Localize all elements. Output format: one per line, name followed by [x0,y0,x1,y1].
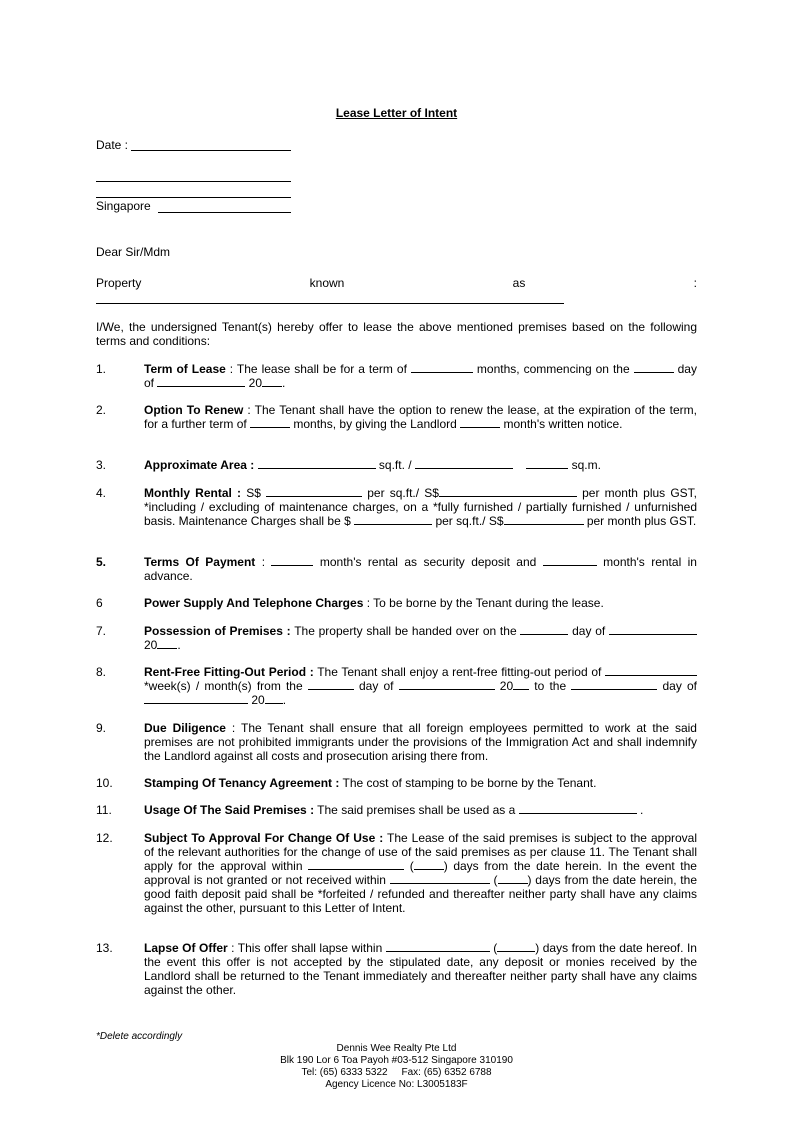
blank-field [258,458,376,469]
blank-field [439,486,577,497]
clause-text: to the [529,679,572,693]
clause-text: ( [404,859,414,873]
blank-field [265,693,283,704]
blank-field [504,514,584,525]
clause-text: month's rental in advance. [144,555,697,583]
blank-field [605,665,697,676]
property-word-2: known [309,276,345,290]
blank-field [144,693,248,704]
clause-text: : The Tenant shall have the option to renew the lease, at the expiration of the term, for a further term of [144,403,697,431]
singapore-blank [158,199,291,213]
clause-text: 20 [245,376,263,390]
blank-field [526,458,568,469]
blank-field [271,555,313,566]
clause-text: day of [144,362,697,390]
blank-field [497,941,535,952]
clause-heading: Power Supply And Telephone Charges [144,596,364,610]
blank-field [460,417,500,428]
blank-field [250,417,290,428]
clause-text: months, by giving the Landlord [290,417,461,431]
clause-heading: Term of Lease [144,362,226,376]
clause-stamping [144,776,697,790]
blank-field [415,458,513,469]
property-blank [96,290,564,304]
clause-heading: Lapse Of Offer [144,941,228,955]
clause-text: ) days from the date herein, the good faith deposit paid shall be *forfeited / refunded and thereafter neither party shall have any claims against the other, pursuant to this Letter of Intent. [144,873,697,915]
clause-text: months, commencing on the [472,362,634,376]
clause-text: 20 [494,679,514,693]
blank-field [519,803,637,814]
blank-field [411,362,473,373]
clause-number: 6 [96,596,103,610]
clause-text: The Tenant shall enjoy a rent-free fitting-out period of [313,665,606,679]
clause-text: . [636,803,644,817]
clause-text: ) days from the date herein. In the event the approval is not granted or not received within [144,859,697,887]
blank-field [520,624,568,635]
clause-heading: Stamping Of Tenancy Agreement : [144,776,340,790]
date-blank [131,137,291,151]
clause-text: sq.m. [568,458,601,472]
clause-text: per sq.ft./ S$ [362,486,439,500]
clause-heading: Terms Of Payment [144,555,256,569]
blank-field [157,638,177,649]
clause-text: : [255,555,272,569]
clause-rent-free-period [144,665,697,707]
blank-field [609,624,697,635]
property-word-1: Property [96,276,142,290]
clause-text: : The Tenant shall ensure that all foreign employees permitted to work at the said premises are not prohibited immigrants under the provisions of the Immigration Act and shall indemnify the Landlord against all costs and prosecution arising there from. [144,721,697,763]
clause-terms-of-payment [144,555,697,583]
document-title: Lease Letter of Intent [335,106,458,120]
blank-field [386,941,490,952]
clause-text: The cost of stamping to be borne by the Tenant. [339,776,597,790]
clause-number: 1. [96,362,107,376]
clause-text: S$ [241,486,267,500]
clause-change-of-use [144,831,697,915]
salutation: Dear Sir/Mdm [96,245,171,259]
clause-text: ( [489,873,498,887]
clause-heading: Due Diligence [144,721,226,735]
clause-text: ( [489,941,498,955]
clause-heading: Usage Of The Said Premises : [144,803,315,817]
blank-field [308,679,354,690]
address-blank-2 [96,184,291,198]
blank-field [498,873,528,884]
clause-text: day of [353,679,399,693]
clause-number: 8. [96,665,107,679]
clause-text: The property shall be handed over on the [290,624,521,638]
blank-field [571,679,657,690]
clause-text: . [177,638,181,652]
clause-text: . [282,376,286,390]
clause-term-of-lease [144,362,697,390]
date-label: Date : [96,138,129,152]
clause-text: per sq.ft./ S$ [432,514,504,528]
clause-number: 5. [96,555,107,569]
clause-number: 3. [96,458,107,472]
clause-text: . [282,693,287,707]
blank-field [390,873,490,884]
clause-heading: Option To Renew [144,403,244,417]
clause-usage-of-premises [144,803,697,817]
clause-text: ) days from the date hereof. In the event this offer is not accepted by the stipulated date, any deposit or monies received by the Landlord shall be returned to the Tenant immediately and thereafter neither party shall have any claims against the other. [144,941,697,997]
clause-text: The said premises shall be used as a [314,803,519,817]
footer-company: Dennis Wee Realty Pte Ltd [336,1043,457,1054]
blank-field [543,555,597,566]
clause-number: 11. [96,803,112,817]
blank-field [634,362,674,373]
clause-text: *week(s) / month(s) from the [144,679,308,693]
blank-field [262,376,282,387]
singapore-label: Singapore [96,199,151,213]
clause-heading: Subject To Approval For Change Of Use : [144,831,384,845]
property-word-4: : [693,276,697,290]
clause-due-diligence [144,721,697,763]
clause-text: : This offer shall lapse within [227,941,386,955]
clause-heading: Possession of Premises : [144,624,291,638]
clause-text: day of [657,679,697,693]
footer-phone: Tel: (65) 6333 5322 Fax: (65) 6352 6788 [301,1067,492,1078]
clause-text: 20 [144,638,158,652]
clause-text: day of [568,624,609,638]
clause-monthly-rental [144,486,697,528]
clause-possession-of-premises [144,624,697,652]
clause-heading: Monthly Rental : [144,486,242,500]
date-line [96,138,128,152]
property-line [96,276,697,290]
clause-text: sq.ft. / [375,458,415,472]
clause-option-to-renew [144,403,697,431]
property-word-3: as [512,276,526,290]
clause-number: 7. [96,624,107,638]
blank-field [399,679,495,690]
clause-lapse-of-offer [144,941,697,997]
blank-field [157,376,245,387]
blank-field [266,486,362,497]
address-blank-1 [96,168,291,182]
clause-heading: Rent-Free Fitting-Out Period : [144,665,314,679]
clause-number: 13. [96,941,113,955]
clause-approximate-area [144,458,697,472]
clause-number: 12. [96,831,113,845]
clause-power-supply [144,596,697,610]
clause-text: The Lease of the said premises is subject to the approval of the relevant authorities for the change of use of the said premises as per clause 11. The Tenant shall apply for the approval within [144,831,697,873]
delete-accordingly-note: *Delete accordingly [96,1031,183,1042]
clause-heading: Approximate Area : [144,458,255,472]
footer-address: Blk 190 Lor 6 Toa Payoh #03-512 Singapore 310190 [280,1055,513,1066]
clause-text: : The lease shall be for a term of [225,362,411,376]
clause-text: month's written notice. [500,417,623,431]
footer-licence: Agency Licence No: L3005183F [325,1079,468,1090]
clause-number: 9. [96,721,107,735]
clause-text: 20 [248,693,265,707]
clause-text: per month plus GST. [583,514,697,528]
intro-paragraph: I/We, the undersigned Tenant(s) hereby offer to lease the above mentioned premises based on the following terms and conditions: [96,320,697,348]
clause-text: month's rental as security deposit and [313,555,543,569]
clause-number: 2. [96,403,107,417]
blank-field [414,859,444,870]
clause-number: 4. [96,486,107,500]
clause-number: 10. [96,776,113,790]
blank-field [513,679,529,690]
clause-text: : To be borne by the Tenant during the lease. [363,596,604,610]
clause-text: per month plus GST, *including / excluding of maintenance charges, on a *fully furnished / partially furnished / unfurnished basis. Maintenance Charges shall be $ [144,486,698,528]
blank-field [308,859,404,870]
blank-field [354,514,432,525]
